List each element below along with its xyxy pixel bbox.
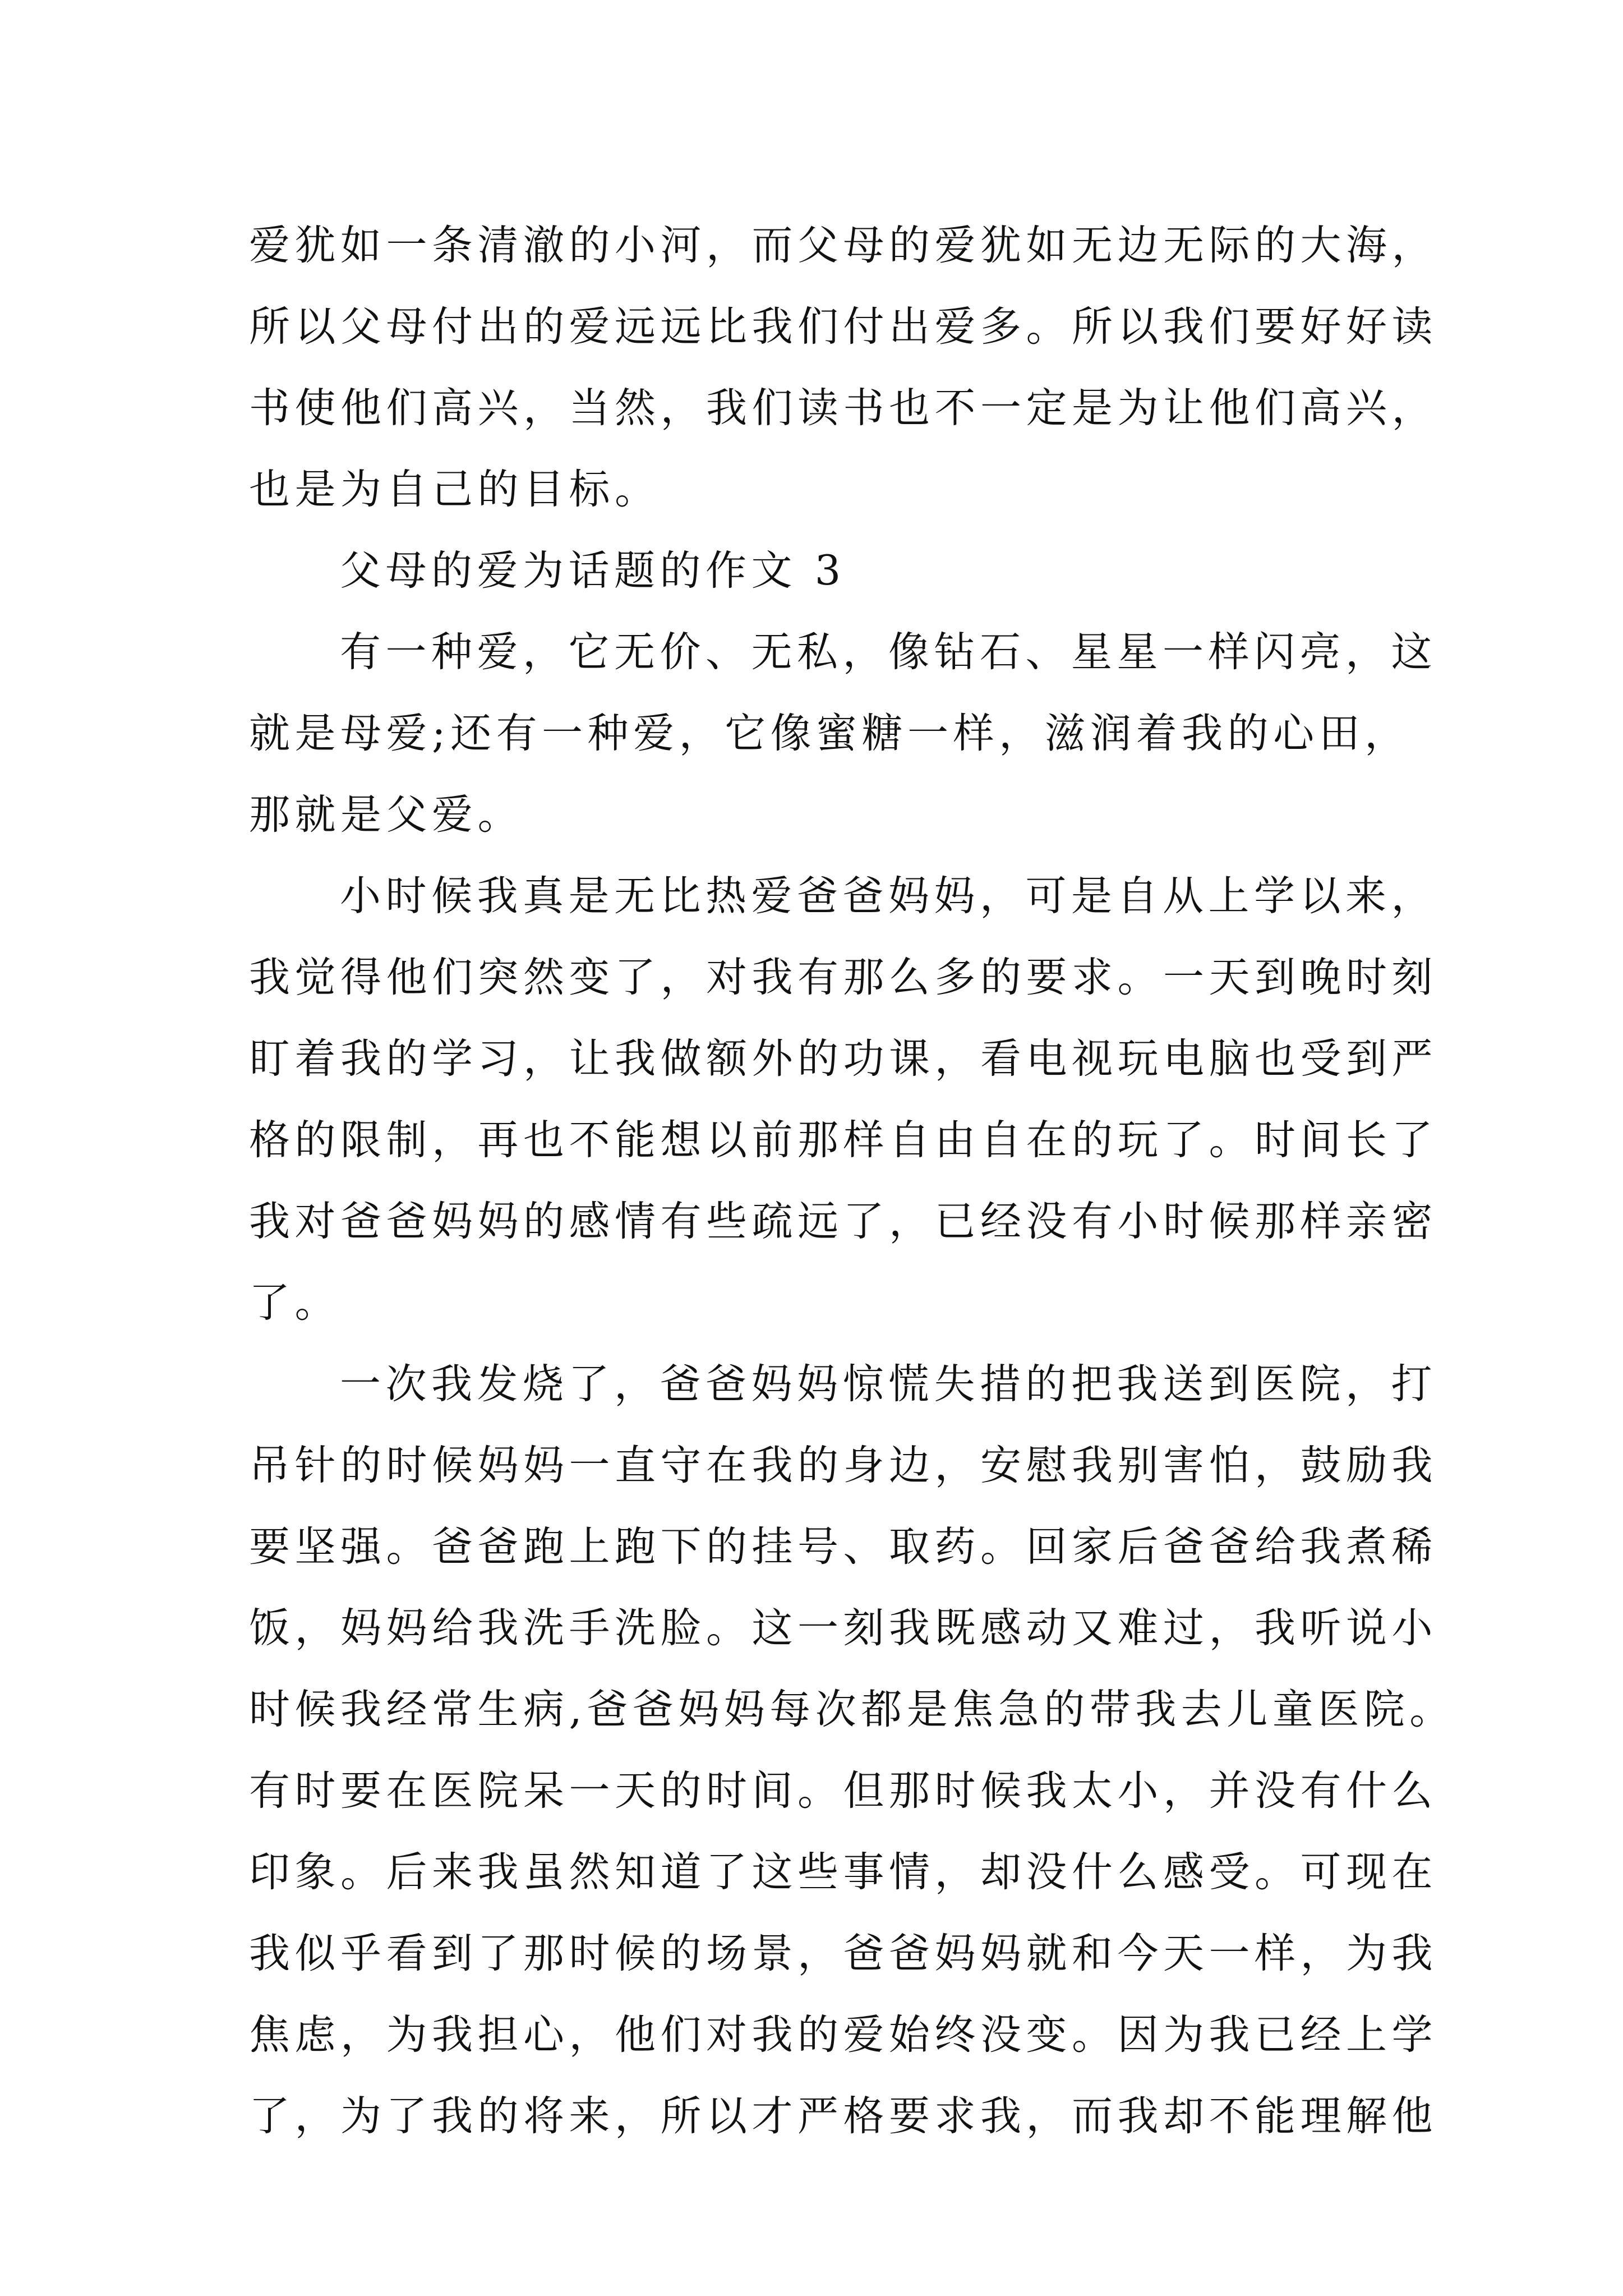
- section-heading: 父母的爱为话题的作文 3: [340, 547, 846, 595]
- text-line: 饭，妈妈给我洗手洗脸。这一刻我既感动又难过，我听说小: [249, 1604, 1437, 1652]
- text-line: 爱犹如一条清澈的小河，而父母的爱犹如无边无际的大海，: [249, 222, 1437, 269]
- text-line: 要坚强。爸爸跑上跑下的挂号、取药。回家后爸爸给我煮稀: [249, 1523, 1437, 1571]
- text-line: 小时候我真是无比热爱爸爸妈妈，可是自从上学以来，: [340, 872, 1437, 920]
- text-line: 格的限制，再也不能想以前那样自由自在的玩了。时间长了: [249, 1116, 1437, 1164]
- text-line: 一次我发烧了，爸爸妈妈惊慌失措的把我送到医院，打: [340, 1360, 1437, 1408]
- text-line: 那就是父爱。: [249, 791, 523, 839]
- body-text: [249, 205, 1455, 2157]
- text-line: 吊针的时候妈妈一直守在我的身边，安慰我别害怕，鼓励我: [249, 1442, 1437, 1489]
- text-line: 书使他们高兴，当然，我们读书也不一定是为让他们高兴，: [249, 384, 1437, 432]
- text-line: 就是母爱;还有一种爱，它像蜜糖一样，滋润着我的心田，: [249, 710, 1410, 757]
- text-line: 盯着我的学习，让我做额外的功课，看电视玩电脑也受到严: [249, 1035, 1437, 1083]
- text-line: 有一种爱，它无价、无私，像钻石、星星一样闪亮，这: [340, 628, 1437, 676]
- text-line: 所以父母付出的爱远远比我们付出爱多。所以我们要好好读: [249, 303, 1437, 351]
- text-line: 我似乎看到了那时候的场景，爸爸妈妈就和今天一样，为我: [249, 1930, 1437, 1977]
- text-line: 有时要在医院呆一天的时间。但那时候我太小，并没有什么: [249, 1767, 1437, 1815]
- text-line: 时候我经常生病,爸爸妈妈每次都是焦急的带我去儿童医院。: [249, 1686, 1455, 1733]
- text-line: 了。: [249, 1279, 340, 1327]
- text-line: 焦虑，为我担心，他们对我的爱始终没变。因为我已经上学: [249, 2011, 1437, 2059]
- text-line: 我对爸爸妈妈的感情有些疏远了，已经没有小时候那样亲密: [249, 1198, 1437, 1245]
- text-line: 我觉得他们突然变了，对我有那么多的要求。一天到晚时刻: [249, 954, 1437, 1001]
- text-line: 印象。后来我虽然知道了这些事情，却没什么感受。可现在: [249, 1848, 1437, 1896]
- text-line: 也是为自己的目标。: [249, 466, 661, 513]
- text-line: 了，为了我的将来，所以才严格要求我，而我却不能理解他: [249, 2092, 1437, 2140]
